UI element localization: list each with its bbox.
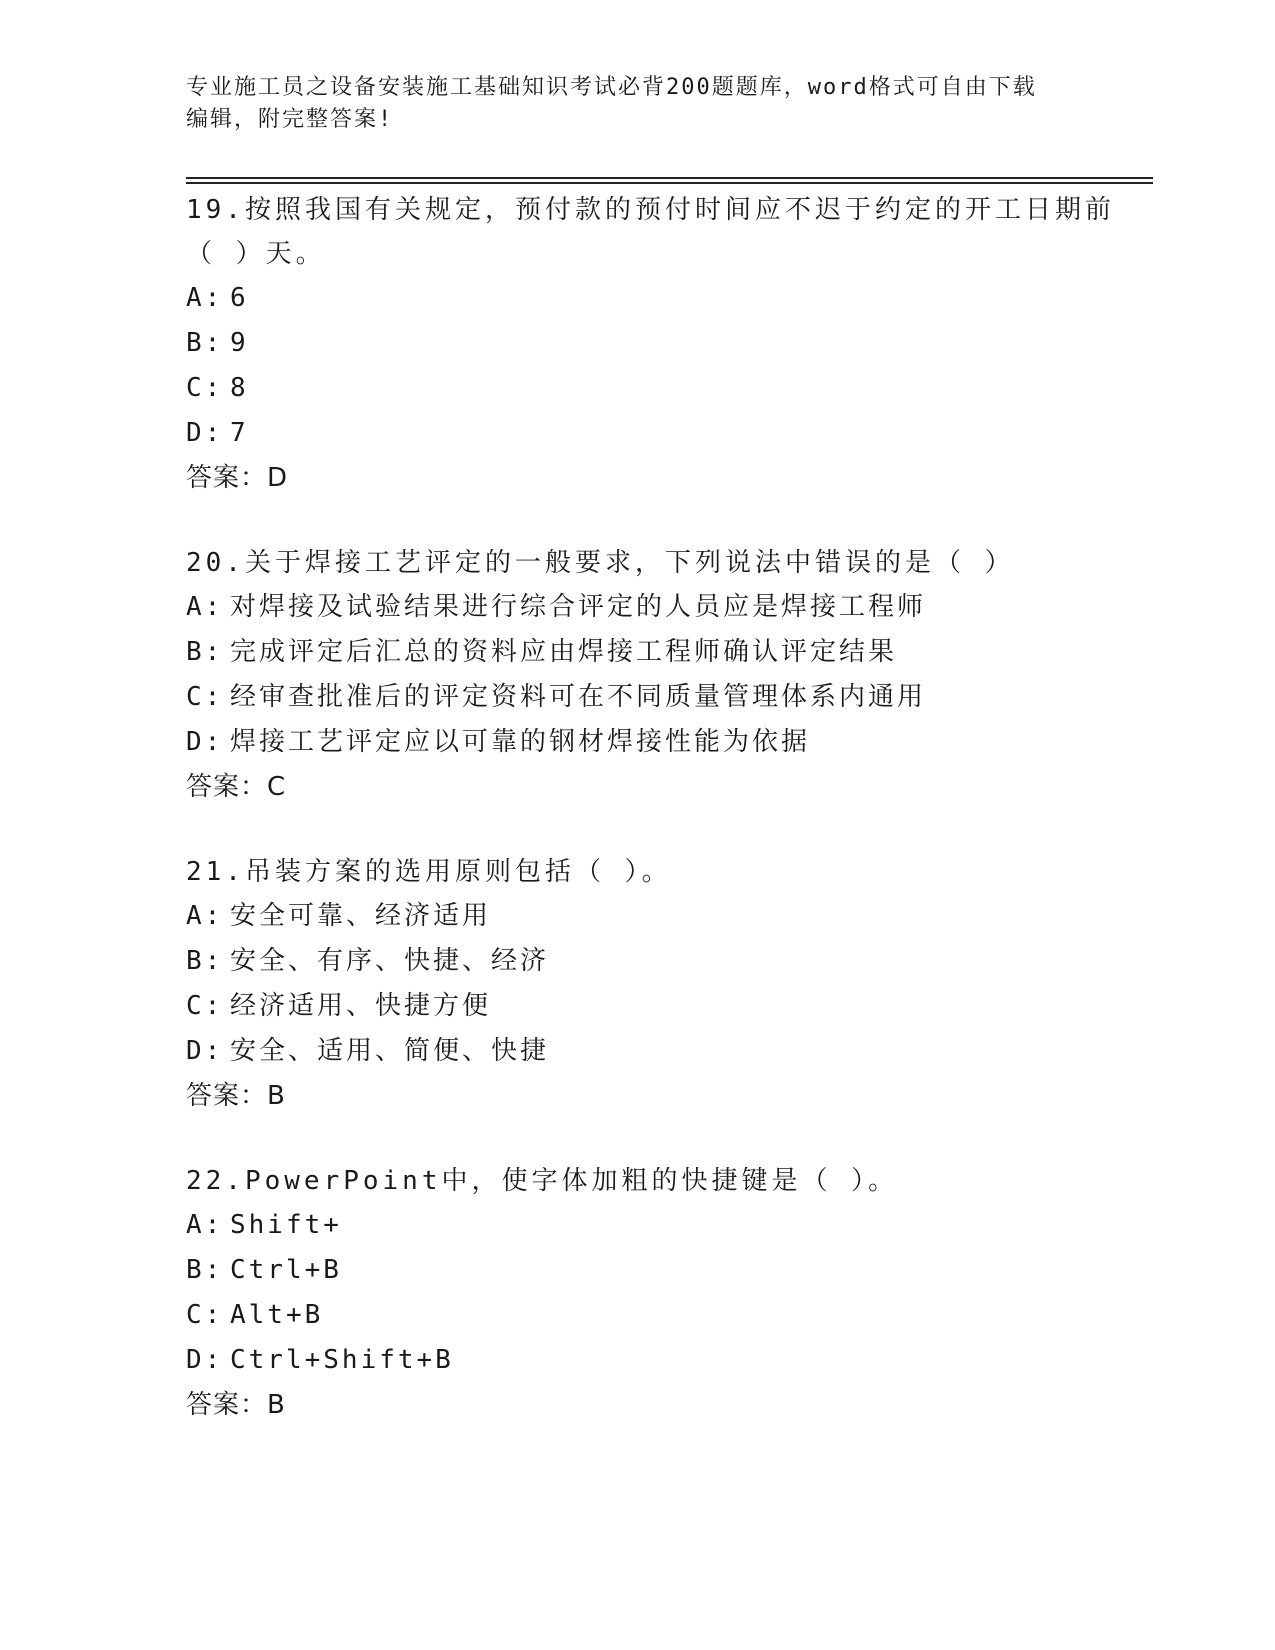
option-text: 经审查批准后的评定资料可在不同质量管理体系内通用 [230,682,927,712]
option-text: 经济适用、快捷方便 [230,991,492,1021]
option-text: 8 [230,373,249,403]
option-label: C: [186,991,224,1021]
option-a [186,1203,1126,1248]
document-header [186,72,1066,136]
option-text: 6 [230,283,249,313]
option-b [186,630,1126,675]
option-d [186,1338,1126,1383]
option-a [186,276,1126,321]
option-label: A: [186,901,224,931]
answer: 答案：B [186,1081,286,1111]
question-stem: 21.吊装方案的选用原则包括（ ）。 [186,857,672,887]
header-line-2: 编辑，附完整答案! [186,107,394,132]
header-line-1: 专业施工员之设备安装施工基础知识考试必背200题题库，word格式可自由下载 [186,75,1037,100]
option-label: D: [186,727,224,757]
option-c [186,984,1126,1029]
option-text: 7 [230,418,249,448]
question-20 [186,541,1126,810]
option-label: A: [186,283,224,313]
header-divider-top [186,177,1153,179]
option-a [186,894,1126,939]
option-d [186,411,1126,456]
question-list [186,188,1126,1468]
question-stem: 19.按照我国有关规定，预付款的预付时间应不迟于约定的开工日期前（ ）天。 [186,195,1115,269]
question-22 [186,1159,1126,1428]
option-c [186,675,1126,720]
question-stem: 20.关于焊接工艺评定的一般要求，下列说法中错误的是（ ） [186,548,1015,578]
option-label: D: [186,1345,224,1375]
option-label: B: [186,1255,224,1285]
option-label: A: [186,592,224,622]
option-a [186,585,1126,630]
option-text: 安全、适用、简便、快捷 [230,1036,550,1066]
option-c [186,1293,1126,1338]
question-19 [186,188,1126,501]
option-label: D: [186,418,224,448]
option-text: 完成评定后汇总的资料应由焊接工程师确认评定结果 [230,637,898,667]
option-text: 安全可靠、经济适用 [230,901,492,931]
option-label: B: [186,637,224,667]
option-label: A: [186,1210,224,1240]
option-label: C: [186,1300,224,1330]
option-label: B: [186,328,224,358]
option-text: 对焊接及试验结果进行综合评定的人员应是焊接工程师 [230,592,927,622]
answer: 答案：C [186,772,287,802]
option-d [186,720,1126,765]
header-divider-bottom [186,182,1153,184]
option-label: B: [186,946,224,976]
option-label: D: [186,1036,224,1066]
option-label: C: [186,682,224,712]
option-text: 安全、有序、快捷、经济 [230,946,550,976]
option-text: 焊接工艺评定应以可靠的钢材焊接性能为依据 [230,727,811,757]
option-b [186,321,1126,366]
answer: 答案：B [186,1390,286,1420]
question-21 [186,850,1126,1119]
option-text: Ctrl+Shift+B [230,1345,454,1375]
option-b [186,939,1126,984]
option-b [186,1248,1126,1293]
question-stem: 22.PowerPoint中，使字体加粗的快捷键是（ ）。 [186,1166,899,1196]
option-text: Shift+ [230,1210,342,1240]
option-d [186,1029,1126,1074]
option-text: Alt+B [230,1300,324,1330]
option-text: Ctrl+B [230,1255,342,1285]
answer: 答案：D [186,463,289,493]
option-c [186,366,1126,411]
option-text: 9 [230,328,249,358]
option-label: C: [186,373,224,403]
